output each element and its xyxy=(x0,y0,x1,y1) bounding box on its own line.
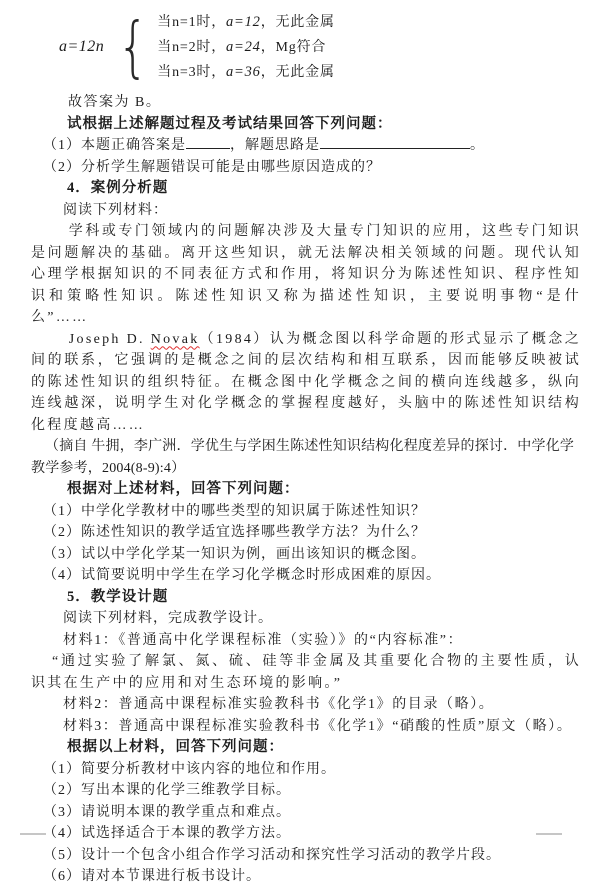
spellcheck-underlined-word: Novak xyxy=(150,331,200,347)
question-text: （1）本题正确答案是 xyxy=(43,138,186,153)
section5-material-2: 材料2：普通高中课程标准实验教科书《化学1》的目录（略）。 xyxy=(63,697,495,712)
section3-question-2: （2）分析学生解题错误可能是由哪些原因造成的？ xyxy=(43,159,381,175)
section4-intro: 阅读下列材料： xyxy=(63,202,168,218)
section3-question-1 xyxy=(31,135,581,157)
section5-question-3: （3）请说明本课的教学重点和难点。 xyxy=(43,804,291,820)
question-text: ，解题思路是 xyxy=(230,138,320,153)
section4-question-heading: 根据对上述材料，回答下列问题： xyxy=(67,481,300,497)
formula-cases xyxy=(157,10,334,85)
case-condition: 当n=1时， xyxy=(157,14,226,30)
case-condition: 当n=2时， xyxy=(157,39,226,55)
answer-blank-short xyxy=(186,135,230,149)
section5-question-6: （6）请对本节课进行板书设计。 xyxy=(43,869,261,884)
section5-title: 5．教学设计题 xyxy=(67,588,169,605)
section5-material-3: 材料3：普通高中课程标准实验教科书《化学1》“硝酸的性质”原文（略）。 xyxy=(63,718,573,734)
section4-citation: （摘自 牛拥，李广洲．学优生与学困生陈述性知识结构化程度差异的探讨．中学化学教学参考，2004(8-9):4） xyxy=(31,439,575,476)
section5-question-heading: 根据以上材料，回答下列问题： xyxy=(67,739,284,755)
formula-case-1 xyxy=(157,10,334,35)
question-text: 。 xyxy=(470,138,485,153)
section5-question-1: （1）简要分析教材中该内容的地位和作用。 xyxy=(43,761,336,777)
answer-blank-long xyxy=(320,135,470,149)
case-note: ，无此金属 xyxy=(260,64,335,80)
section3-heading: 试根据上述解题过程及考试结果回答下列问题： xyxy=(67,115,393,132)
formula-block xyxy=(59,10,581,84)
case-value: a=24 xyxy=(226,38,261,55)
case-value: a=12 xyxy=(226,13,261,30)
section5-question-2: （2）写出本课的化学三维教学目标。 xyxy=(43,783,291,798)
section5-intro: 阅读下列材料，完成教学设计。 xyxy=(63,611,273,626)
formula-case-2 xyxy=(157,35,334,60)
margin-crop-mark-right xyxy=(536,833,562,835)
section4-question-3: （3）试以中学化学某一知识为例，画出该知识的概念图。 xyxy=(43,546,426,562)
section5-question-4: （4）试选择适合于本课的教学方法。 xyxy=(43,826,291,841)
material-text: Joseph D. xyxy=(68,331,151,347)
material-text: （1984）认为概念图以科学命题的形式显示了概念之间的联系，它强调的是概念之间的层次结构和相互联系，因而能够反映被试的陈述性知识的组织特征。在概念图中化学概念之间的横向连线越多，纵向连线越深，说明学生对化学概念的掌握程度越好，头脑中的陈述性知识结构化程度越高…… xyxy=(31,331,581,433)
formula-lhs: a=12n xyxy=(59,38,105,56)
section4-title: 4．案例分析题 xyxy=(67,180,169,196)
section5-question-5: （5）设计一个包含小组合作学习活动和探究性学习活动的教学片段。 xyxy=(43,847,501,863)
section5-material-1-quote: “通过实验了解氯、氮、硫、硅等非金属及其重要化合物的主要性质，认识其在生产中的应用和对生态环境的影响。” xyxy=(31,654,581,691)
section4-material-paragraph-1: 学科或专门领域内的问题解决涉及大量专门知识的应用，这些专门知识是问题解决的基础。离开这些知识，就无法解决相关领域的问题。现代认知心理学根据知识的不同表征方式和作用，将知识分为陈述性知识、程序性知识和策略性知识。陈述性知识又称为描述性知识，主要说明事物“是什么”…… xyxy=(31,224,581,325)
case-note: ，无此金属 xyxy=(260,14,335,30)
section5-material-1-label: 材料1：《普通高中化学课程标准（实验）》的“内容标准”： xyxy=(63,632,464,648)
section4-question-1: （1）中学化学教材中的哪些类型的知识属于陈述性知识？ xyxy=(43,503,426,519)
case-value: a=36 xyxy=(226,63,261,80)
formula-case-3 xyxy=(157,60,334,85)
section4-material-paragraph-2 xyxy=(31,329,581,437)
answer-conclusion: 故答案为 B。 xyxy=(68,95,162,110)
left-brace: { xyxy=(117,8,150,85)
case-note: ，Mg符合 xyxy=(260,39,327,55)
section4-question-4: （4）试简要说明中学生在学习化学概念时形成困难的原因。 xyxy=(43,568,441,583)
case-condition: 当n=3时， xyxy=(157,64,226,80)
section4-question-2: （2）陈述性知识的教学适宜选择哪些教学方法？为什么？ xyxy=(43,525,426,540)
margin-crop-mark-left xyxy=(20,833,46,835)
